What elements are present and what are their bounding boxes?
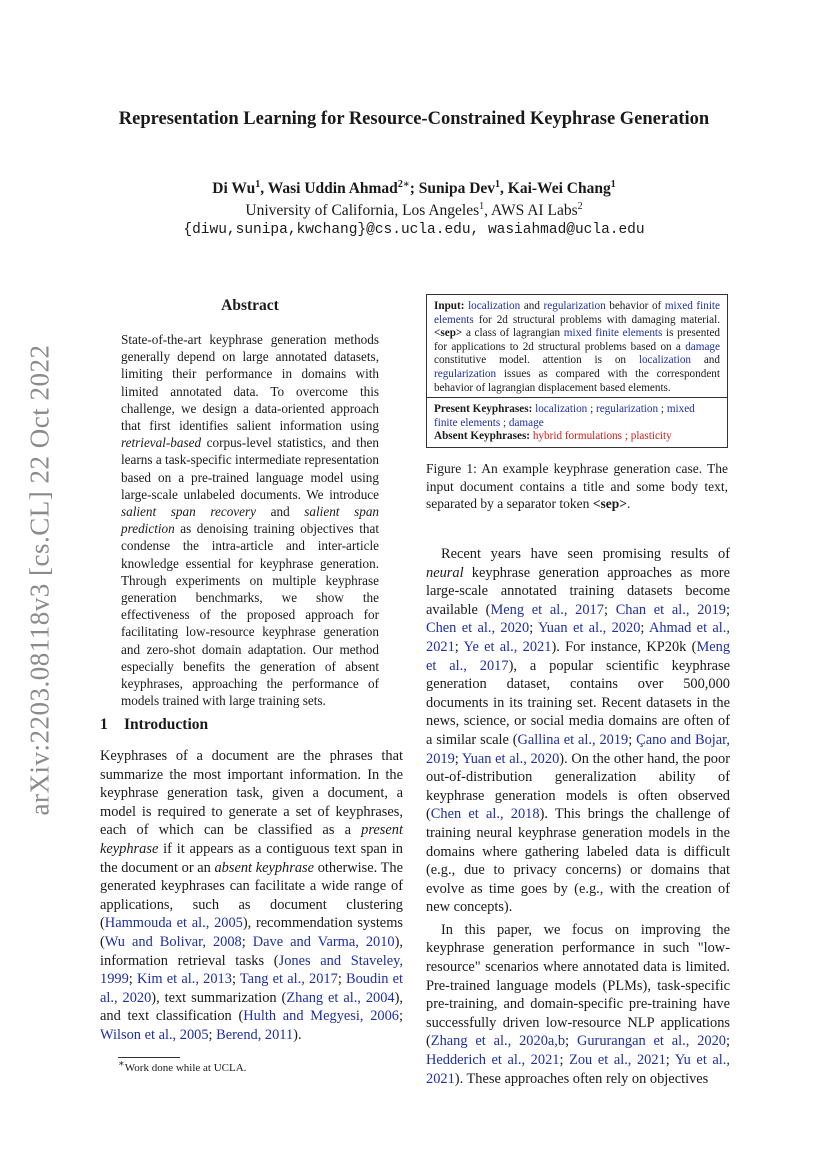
keyword-highlight: damage — [685, 340, 720, 353]
abstract-emphasis: salient span prediction — [121, 504, 380, 537]
footnote — [118, 1058, 247, 1074]
abstract-emphasis: retrieval-based — [121, 435, 202, 451]
caption-end: . — [626, 496, 631, 511]
keyphrase-separator: ; — [500, 416, 509, 429]
body-text: ). This brings the challenge of training neural keyphrase generation models in the domains where gathering labeled data is difficult (e.g., due to privacy concerns) or domains that evolve as time goes by (e.g., with the creation of new concepts). — [426, 806, 730, 916]
affiliation-aws: , AWS AI Labs — [484, 202, 578, 219]
author-emails: {diwu,sunipa,kwchang}@cs.ucla.edu, wasiahmad@ucla.edu — [183, 222, 645, 238]
abstract-text: and — [255, 504, 305, 520]
paragraph — [426, 545, 730, 917]
citation-link[interactable]: Chen et al., 2020 — [426, 620, 530, 637]
introduction-paragraph — [100, 747, 403, 1045]
body-text: ). These approaches often rely on objectives — [454, 1070, 709, 1087]
citation-separator: ; — [640, 620, 649, 637]
present-keyphrase: damage — [508, 416, 544, 429]
term-absent-keyphrase: absent keyphrase — [214, 859, 315, 876]
emphasis: neural — [426, 564, 464, 581]
affiliation-mark: 1 — [479, 200, 485, 212]
citation-link[interactable]: Kim et al., 2013 — [136, 971, 232, 988]
figure-caption — [426, 460, 728, 513]
citation-separator: ; — [665, 1052, 675, 1069]
figure-text: issues as compared with the correspondent behavior of lagrangian displacement based elements. — [434, 367, 720, 394]
citation-link[interactable]: Gururangan et al., 2020 — [576, 1033, 726, 1050]
keyphrase-separator: ; — [658, 403, 667, 415]
figure-text: is presented for applications to 2d structural problems based on a — [434, 327, 721, 353]
citation-link[interactable]: Hulth and Megyesi, 2006 — [243, 1008, 399, 1025]
body-text: ). On the other hand, the poor out-of-distribution generalization ability of keyphrase generation models is often observed ( — [426, 750, 730, 823]
abstract-heading: Abstract — [221, 297, 279, 314]
term-present-keyphrase: present keyphrase — [100, 822, 403, 857]
citation-link[interactable]: Chan et al., 2019 — [615, 601, 726, 618]
author-affiliation-mark: 1 — [255, 178, 261, 190]
citation-separator: ; — [398, 1008, 403, 1025]
author-separator: , — [500, 180, 508, 197]
citation-separator: ; — [603, 601, 616, 618]
citation-link[interactable]: Zou et al., 2021 — [569, 1052, 666, 1069]
citation-link[interactable]: Chen et al., 2018 — [430, 806, 540, 823]
caption-sep-token: <sep> — [592, 496, 627, 511]
author-affiliation-mark: 1 — [495, 178, 501, 190]
citation-link[interactable]: Hammouda et al., 2005 — [104, 915, 243, 932]
present-keyphrase: localization — [535, 403, 588, 415]
body-text: Recent years have seen promising results of — [441, 546, 730, 562]
figure-text: and — [691, 354, 720, 367]
arxiv-identifier: arXiv:2203.08118v3 [cs.CL] 22 Oct 2022 — [24, 344, 55, 816]
affiliation-ucla: University of California, Los Angeles — [245, 202, 480, 219]
paragraph — [426, 921, 730, 1088]
abstract-body — [121, 331, 379, 709]
paper-title: Representation Learning for Resource-Constrained Keyphrase Generation — [118, 109, 710, 129]
citation-separator: ; — [559, 1052, 570, 1069]
keyword-highlight: localization — [638, 354, 692, 367]
right-column-body — [426, 545, 730, 1088]
citation-separator: ; — [128, 971, 137, 988]
figure-text: constitutive model. attention is on — [434, 354, 639, 367]
citation-link[interactable]: Gallina et al., 2019 — [517, 731, 629, 748]
abstract-text: corpus-level statistics, and then learns a task-specific intermediate representation based on a pre-trained language model using large-scale unlabeled documents. We introduce — [121, 435, 379, 502]
figure-text: a class of lagrangian — [462, 327, 564, 340]
author-separator: ; — [409, 180, 419, 197]
author-list — [110, 180, 718, 198]
citation-separator: ; — [628, 731, 637, 748]
citation-link[interactable]: Meng et al., 2017 — [490, 601, 604, 618]
affiliation-mark: 2 — [577, 200, 583, 212]
author-name: Sunipa Dev — [418, 180, 496, 197]
citation-separator: ; — [454, 638, 464, 655]
keyword-highlight: regularization — [543, 300, 606, 312]
abstract-emphasis: salient span recovery — [121, 504, 256, 520]
footnote-text: Work done while at UCLA. — [124, 1062, 247, 1074]
figure-text: behavior of — [605, 300, 665, 312]
abstract-text: State-of-the-art keyphrase generation methods generally depend on large annotated datasets, limiting their performance in domains with limited annotated data. To overcome this challenge, we design a data-oriented approach that first identifies salient information using — [121, 332, 379, 434]
absent-keyphrase: plasticity — [630, 430, 672, 443]
author-name: Wasi Uddin Ahmad — [267, 180, 398, 197]
separator-token: <sep> — [434, 327, 463, 340]
citation-separator: ; — [726, 601, 730, 618]
body-text: Keyphrases of a document are the phrases that summarize the most important information. In the keyphrase generation task, given a document, a model is required to generate a set of keyphrases, each of which can be classified as a — [100, 748, 403, 839]
section-heading-introduction — [100, 716, 208, 734]
citation-link[interactable]: Zhang et al., 2020a,b — [430, 1033, 566, 1050]
citation-separator: ; — [337, 971, 347, 988]
figure-text: and — [520, 300, 544, 312]
body-text: otherwise. The generated keyphrases can facilitate a wide range of applications, such as document clustering ( — [100, 859, 403, 932]
author-name: Kai-Wei Chang — [507, 180, 611, 197]
body-text: In this paper, we focus on improving the keyphrase generation performance in such "low-resource" scenarios where annotated data is limited. Pre-trained language models (PLMs), task-specific pre-training, and domain-specific pre-training have successfully driven low-resource NLP applications ( — [426, 921, 730, 1050]
citation-separator: ; — [231, 971, 240, 988]
keyword-highlight: regularization — [434, 367, 497, 380]
body-text: ). — [293, 1026, 302, 1043]
citation-link[interactable]: Zhang et al., 2004 — [286, 989, 395, 1006]
absent-label: Absent Keyphrases: — [434, 430, 531, 443]
citation-link[interactable]: Wu and Bolivar, 2008 — [104, 933, 242, 950]
body-text: ), recommendation systems ( — [100, 915, 403, 950]
citation-link[interactable]: Yuan et al., 2020 — [538, 620, 641, 637]
citation-link[interactable]: Çano and Bojar, 2019 — [426, 731, 730, 767]
citation-separator: ; — [208, 1026, 217, 1043]
body-text: ), a popular scientific keyphrase generation dataset, contains over 500,000 documents in its training set. Recent datasets in the news, science, or social media domains are often of a similar scale ( — [426, 657, 730, 748]
keyword-highlight: mixed finite elements — [434, 300, 721, 326]
citation-link[interactable]: Meng et al., 2017 — [426, 638, 731, 674]
citation-separator: ; — [454, 750, 462, 767]
section-number: 1 — [100, 716, 108, 733]
citation-link[interactable]: Tang et al., 2017 — [239, 971, 338, 988]
body-text: ). For instance, KP20k ( — [551, 638, 697, 655]
keyword-highlight: localization — [468, 300, 521, 312]
present-keyphrase: regularization — [595, 403, 659, 415]
absent-keyphrases-line — [434, 430, 720, 444]
figure-text: for 2d structural problems with damaging material. — [473, 313, 720, 326]
citation-link[interactable]: Jones and Staveley, 1999 — [100, 952, 403, 988]
present-keyphrase: mixed finite elements — [434, 403, 695, 429]
body-text: ), information retrieval tasks ( — [100, 933, 403, 969]
citation-link[interactable]: Boudin et al., 2020 — [100, 971, 403, 1006]
figure-divider — [427, 397, 727, 398]
body-text: if it appears as a contiguous text span in the document or an — [100, 840, 403, 876]
abstract-text: as denoising training objectives that condense the intra-article and inter-article knowledge essential for keyphrase generation. Through experiments on multiple keyphrase generation benchmarks, we show the effectiveness of the proposed approach for facilitating low-resource keyphrase generation and zero-shot domain adaptation. Our method especially benefits the generation of absent keyphrases, approaching the performance of models trained with large training sets. — [121, 521, 379, 709]
figure-example-box — [426, 294, 728, 448]
author-separator: , — [260, 180, 268, 197]
author-affiliation-mark: 1 — [610, 178, 616, 190]
figure-input-text — [434, 300, 720, 395]
absent-keyphrase: hybrid formulations — [532, 430, 623, 443]
footnote-divider — [118, 1057, 180, 1058]
body-text: ), text summarization ( — [151, 989, 287, 1006]
citation-link[interactable]: Wilson et al., 2005 — [100, 1026, 209, 1043]
input-label: Input: — [434, 300, 465, 312]
citation-link[interactable]: Berend, 2011 — [216, 1026, 294, 1043]
citation-link[interactable]: Yuan et al., 2020 — [461, 750, 560, 767]
figure-keyphrases — [434, 403, 720, 444]
citation-link[interactable]: Dave and Varma, 2010 — [252, 933, 395, 950]
citation-link[interactable]: Yu et al., 2021 — [426, 1052, 730, 1087]
citation-separator: ; — [529, 620, 539, 637]
footnote-mark: ∗ — [118, 1058, 125, 1070]
citation-separator: ; — [565, 1033, 577, 1050]
present-keyphrases-line — [434, 403, 720, 430]
body-text: ), and text classification ( — [100, 989, 403, 1025]
body-text: keyphrase generation approaches as more large-scale annotated training datasets become available ( — [426, 564, 730, 618]
citation-link[interactable]: Ahmad et al., 2021 — [426, 620, 731, 655]
caption-text: Figure 1: An example keyphrase generation case. The input document contains a title and some body text, separated by a separator token — [426, 461, 728, 511]
present-label: Present Keyphrases: — [434, 403, 533, 415]
keyphrase-separator: ; — [622, 430, 631, 443]
author-name: Di Wu — [212, 180, 256, 197]
keyword-highlight: mixed finite elements — [563, 327, 663, 340]
citation-separator: ; — [726, 1033, 730, 1050]
section-title: Introduction — [124, 716, 209, 733]
citation-separator: ; — [241, 933, 253, 950]
keyphrase-separator: ; — [587, 403, 596, 415]
author-affiliation-mark: 2∗ — [397, 178, 410, 190]
affiliations — [110, 202, 718, 220]
citation-link[interactable]: Ye et al., 2021 — [463, 638, 552, 655]
citation-link[interactable]: Hedderich et al., 2021 — [426, 1052, 560, 1069]
